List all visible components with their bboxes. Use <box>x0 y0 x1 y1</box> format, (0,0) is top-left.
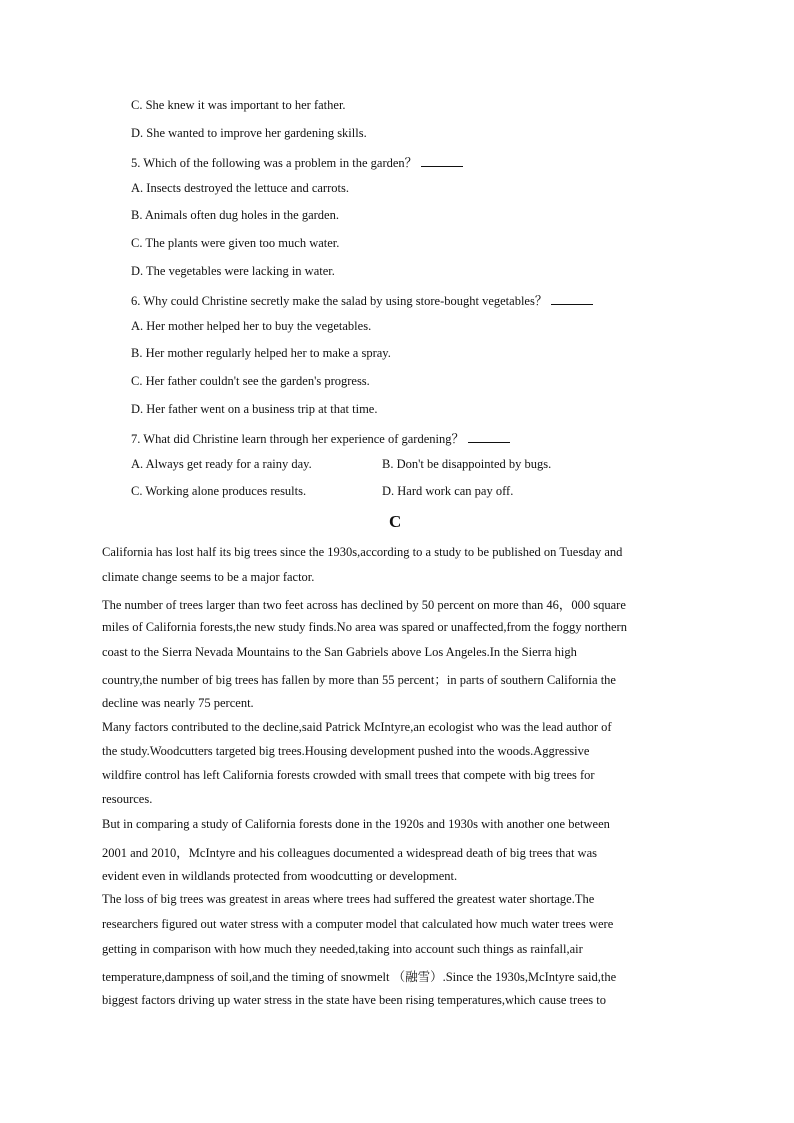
question-7-stem: 7. What did Christine learn through her experience of gardening？ <box>131 429 510 447</box>
q5-option-b: B. Animals often dug holes in the garden. <box>131 208 339 222</box>
passage-line: California has lost half its big trees since the 1930s,according to a study to be published on Tuesday and <box>102 545 623 559</box>
q6-option-d: D. Her father went on a business trip at that time. <box>131 402 378 416</box>
passage-line: getting in comparison with how much they needed,taking into account such things as rainfall,air <box>102 942 583 956</box>
passage-line: The number of trees larger than two feet across has declined by 50 percent on more than 46，000 square <box>102 598 626 612</box>
q5-option-c: C. The plants were given too much water. <box>131 236 340 250</box>
passage-line: climate change seems to be a major factor. <box>102 570 315 584</box>
answer-blank <box>468 432 510 443</box>
passage-line: miles of California forests,the new study finds.No area was spared or unaffected,from the foggy northern <box>102 620 627 634</box>
q5-option-a: A. Insects destroyed the lettuce and carrots. <box>131 181 349 195</box>
answer-blank <box>421 156 463 167</box>
passage-line: wildfire control has left California forests crowded with small trees that compete with big trees for <box>102 768 595 782</box>
passage-line: coast to the Sierra Nevada Mountains to the San Gabriels above Los Angeles.In the Sierra high <box>102 645 577 659</box>
q7-option-d: D. Hard work can pay off. <box>382 484 514 498</box>
passage-line: country,the number of big trees has fallen by more than 55 percent；in parts of southern California the <box>102 673 616 687</box>
passage-line: 2001 and 2010，McIntyre and his colleagues documented a widespread death of big trees that was <box>102 846 597 860</box>
section-heading: C <box>389 512 402 531</box>
passage-line: decline was nearly 75 percent. <box>102 696 254 710</box>
answer-blank <box>551 294 593 305</box>
option-c: C. She knew it was important to her father. <box>131 98 346 112</box>
passage-line: But in comparing a study of California forests done in the 1920s and 1930s with another one between <box>102 817 610 831</box>
q5-option-d: D. The vegetables were lacking in water. <box>131 264 335 278</box>
q7-option-a: A. Always get ready for a rainy day. <box>131 457 312 471</box>
q7-option-c: C. Working alone produces results. <box>131 484 307 498</box>
q6-option-c: C. Her father couldn't see the garden's progress. <box>131 374 370 388</box>
option-d: D. She wanted to improve her gardening skills. <box>131 126 367 140</box>
q6-option-a: A. Her mother helped her to buy the vegetables. <box>131 319 372 333</box>
question-6-stem: 6. Why could Christine secretly make the salad by using store-bought vegetables？ <box>131 291 593 309</box>
passage-line: The loss of big trees was greatest in areas where trees had suffered the greatest water shortage.The <box>102 892 595 906</box>
q6-option-b: B. Her mother regularly helped her to make a spray. <box>131 346 391 360</box>
question-5-stem: 5. Which of the following was a problem in the garden？ <box>131 153 463 171</box>
passage-line: resources. <box>102 792 153 806</box>
passage-line: researchers figured out water stress with a computer model that calculated how much water trees were <box>102 917 614 931</box>
q7-option-b: B. Don't be disappointed by bugs. <box>382 457 552 471</box>
passage-line: temperature,dampness of soil,and the timing of snowmelt （融雪）.Since the 1930s,McIntyre said,the <box>102 970 617 984</box>
passage-line: biggest factors driving up water stress in the state have been rising temperatures,which cause trees to <box>102 993 607 1007</box>
passage-line: Many factors contributed to the decline,said Patrick McIntyre,an ecologist who was the lead author of <box>102 720 612 734</box>
passage-line: evident even in wildlands protected from woodcutting or development. <box>102 869 458 883</box>
passage-line: the study.Woodcutters targeted big trees.Housing development pushed into the woods.Aggressive <box>102 744 590 758</box>
